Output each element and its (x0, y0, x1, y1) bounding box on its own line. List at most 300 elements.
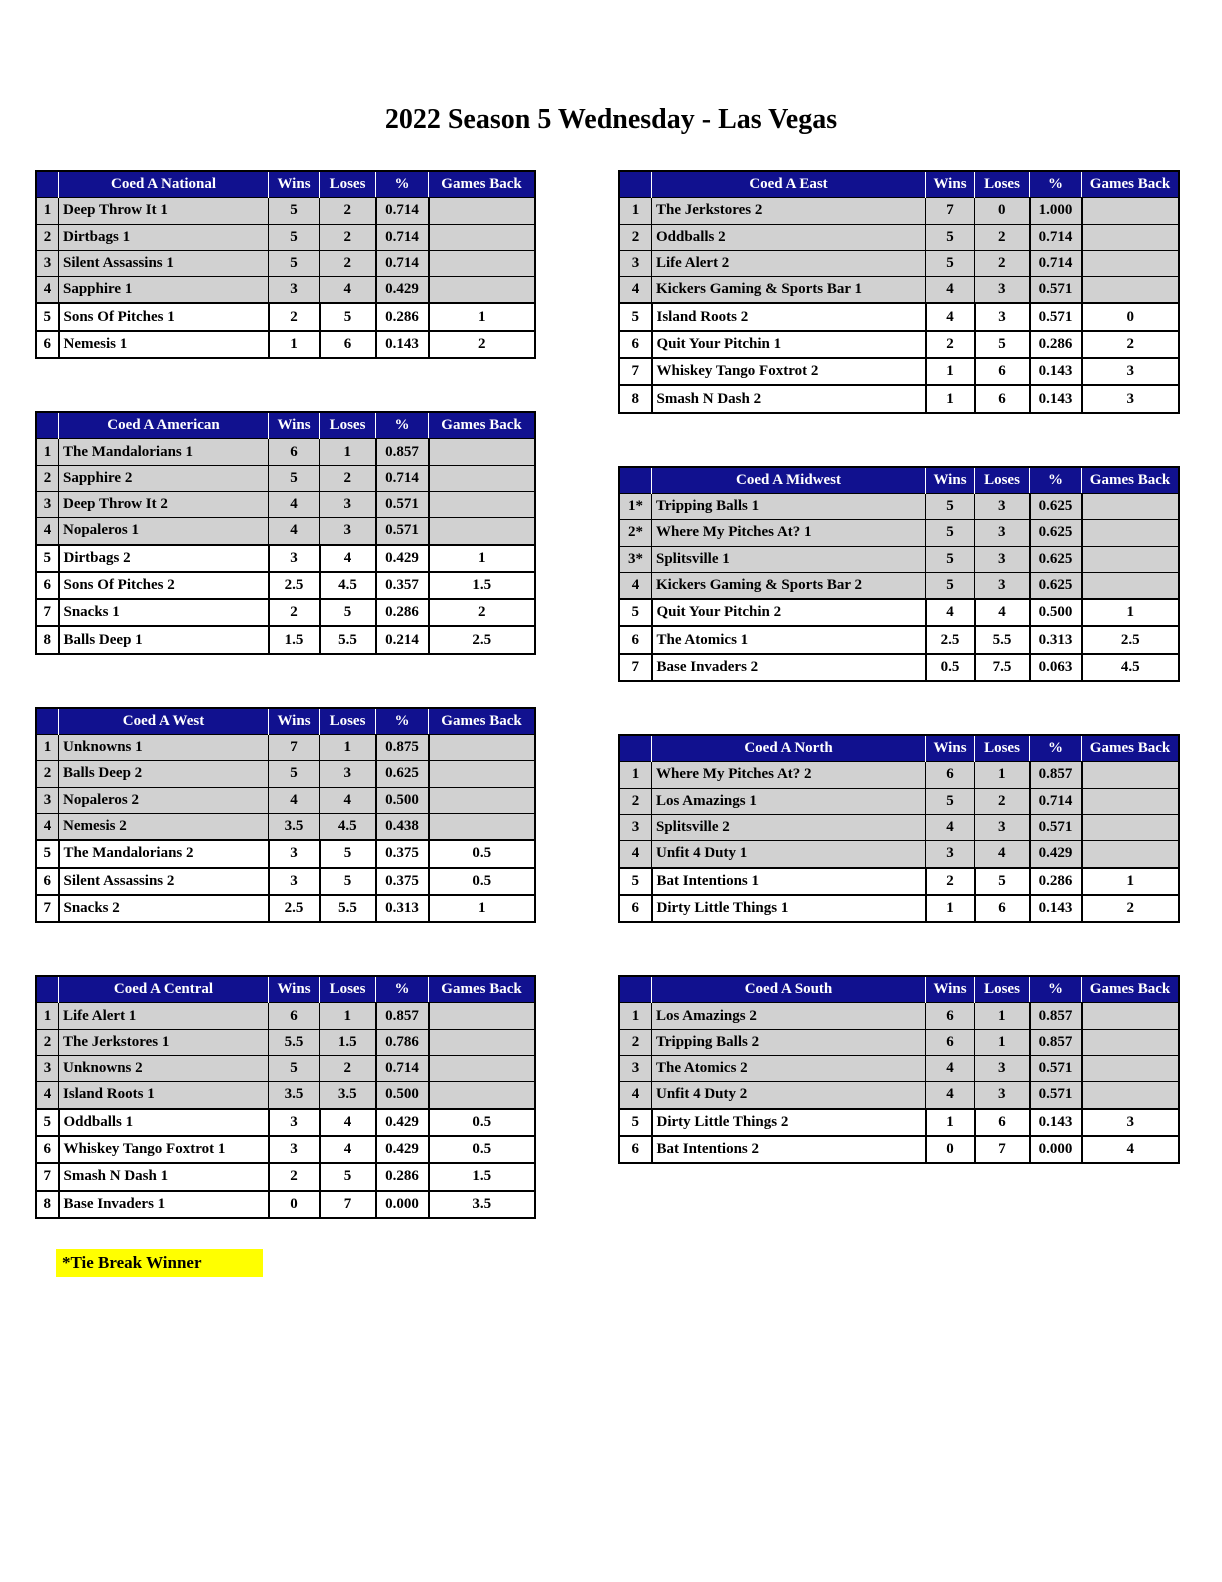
wins-cell: 5 (926, 224, 975, 250)
loses-cell: 2 (320, 250, 376, 276)
team-name-cell: Kickers Gaming & Sports Bar 2 (652, 572, 926, 599)
division-title: Coed A Midwest (652, 467, 926, 494)
wins-cell: 1 (926, 385, 975, 412)
table-header-row (619, 467, 1179, 494)
rank-cell: 4 (619, 841, 652, 868)
rank-cell: 3* (619, 546, 652, 572)
loses-cell: 5.5 (320, 895, 376, 922)
team-name-cell: Quit Your Pitchin 2 (652, 599, 926, 626)
games-back-cell (1082, 198, 1180, 224)
team-row (36, 303, 535, 330)
team-row (619, 546, 1179, 572)
team-name-cell: Nemesis 1 (59, 331, 269, 358)
pct-header: % (1030, 976, 1082, 1003)
pct-cell: 0.286 (376, 303, 429, 330)
team-row (36, 599, 535, 626)
loses-cell: 3.5 (320, 1082, 376, 1109)
table-header-row (36, 708, 535, 735)
team-name-cell: Smash N Dash 2 (652, 385, 926, 412)
loses-cell: 4 (320, 1109, 376, 1136)
rank-cell: 5 (36, 545, 59, 572)
team-name-cell: Snacks 2 (59, 895, 269, 922)
games-back-cell: 0.5 (429, 1109, 536, 1136)
wins-cell: 3 (269, 545, 320, 572)
loses-cell: 6 (975, 1109, 1030, 1136)
loses-cell: 3 (975, 303, 1030, 330)
team-name-cell: Dirty Little Things 1 (652, 895, 926, 922)
team-name-cell: Dirtbags 1 (59, 224, 269, 250)
rank-header-cell (36, 412, 59, 439)
team-name-cell: Nemesis 2 (59, 813, 269, 840)
loses-header: Loses (320, 171, 376, 198)
rank-cell: 1 (36, 735, 59, 761)
loses-cell: 3 (975, 572, 1030, 599)
team-name-cell: Sons Of Pitches 2 (59, 572, 269, 599)
loses-cell: 2 (975, 224, 1030, 250)
rank-cell: 4 (619, 277, 652, 304)
pct-header: % (1030, 735, 1082, 762)
team-row (36, 277, 535, 304)
wins-cell: 5 (926, 788, 975, 814)
team-row (619, 358, 1179, 385)
pct-header: % (376, 976, 429, 1003)
pct-cell: 0.625 (1030, 520, 1082, 546)
rank-cell: 5 (619, 303, 652, 330)
wins-cell: 3 (269, 277, 320, 304)
pct-cell: 0.571 (1030, 303, 1082, 330)
loses-cell: 4.5 (320, 572, 376, 599)
standings-body (619, 1003, 1179, 1163)
wins-cell: 0.5 (926, 654, 975, 681)
team-row (619, 1029, 1179, 1055)
wins-cell: 2.5 (926, 626, 975, 653)
rank-cell: 2 (36, 465, 59, 491)
standings-body (619, 198, 1179, 413)
rank-cell: 6 (36, 572, 59, 599)
team-row (36, 868, 535, 895)
games-back-cell (1082, 841, 1180, 868)
pct-cell: 0.714 (376, 465, 429, 491)
wins-cell: 5 (926, 546, 975, 572)
tie-break-winner-note: *Tie Break Winner (56, 1249, 263, 1277)
team-row (619, 385, 1179, 412)
wins-cell: 4 (926, 303, 975, 330)
rank-cell: 6 (36, 331, 59, 358)
games-back-cell: 0.5 (429, 868, 536, 895)
games-back-cell (429, 761, 536, 787)
pct-cell: 0.571 (376, 518, 429, 545)
standings-body (36, 735, 535, 923)
rank-cell: 1 (36, 439, 59, 465)
games-back-cell: 2.5 (1082, 626, 1180, 653)
division-title: Coed A North (652, 735, 926, 762)
loses-header: Loses (320, 976, 376, 1003)
games-back-cell: 2.5 (429, 626, 536, 653)
loses-cell: 5 (975, 868, 1030, 895)
team-name-cell: Sapphire 1 (59, 277, 269, 304)
loses-cell: 2 (320, 198, 376, 224)
loses-cell: 5 (320, 1163, 376, 1190)
rank-cell: 2* (619, 520, 652, 546)
games-back-header: Games Back (1082, 976, 1180, 1003)
wins-cell: 1 (926, 895, 975, 922)
wins-cell: 6 (269, 439, 320, 465)
team-name-cell: Splitsville 1 (652, 546, 926, 572)
rank-cell: 5 (619, 1109, 652, 1136)
wins-cell: 2 (269, 303, 320, 330)
loses-cell: 4 (320, 787, 376, 813)
rank-cell: 1* (619, 493, 652, 519)
loses-cell: 4 (320, 545, 376, 572)
rank-cell: 8 (619, 385, 652, 412)
games-back-cell (1082, 546, 1180, 572)
team-name-cell: Island Roots 2 (652, 303, 926, 330)
division-title: Coed A West (59, 708, 269, 735)
games-back-header: Games Back (429, 171, 536, 198)
team-name-cell: Tripping Balls 2 (652, 1029, 926, 1055)
loses-cell: 2 (975, 788, 1030, 814)
loses-header: Loses (975, 735, 1030, 762)
team-row (619, 762, 1179, 788)
rank-cell: 5 (619, 599, 652, 626)
rank-cell: 7 (36, 599, 59, 626)
pct-cell: 0.429 (1030, 841, 1082, 868)
team-row (36, 224, 535, 250)
rank-cell: 3 (36, 491, 59, 517)
pct-cell: 0.143 (1030, 1109, 1082, 1136)
team-name-cell: Nopaleros 1 (59, 518, 269, 545)
games-back-cell: 4 (1082, 1136, 1180, 1163)
team-name-cell: Whiskey Tango Foxtrot 1 (59, 1136, 269, 1163)
rank-cell: 5 (619, 868, 652, 895)
wins-header: Wins (269, 708, 320, 735)
pct-cell: 1.000 (1030, 198, 1082, 224)
team-row (36, 1136, 535, 1163)
loses-cell: 4.5 (320, 813, 376, 840)
team-row (619, 572, 1179, 599)
loses-cell: 3 (975, 520, 1030, 546)
team-name-cell: Where My Pitches At? 1 (652, 520, 926, 546)
wins-cell: 4 (926, 1082, 975, 1109)
team-row (36, 787, 535, 813)
wins-cell: 3 (269, 1136, 320, 1163)
team-row (36, 1082, 535, 1109)
wins-cell: 4 (926, 599, 975, 626)
pct-cell: 0.714 (1030, 788, 1082, 814)
games-back-cell (429, 1082, 536, 1109)
team-row (36, 250, 535, 276)
pct-header: % (376, 412, 429, 439)
team-name-cell: Bat Intentions 1 (652, 868, 926, 895)
team-row (619, 520, 1179, 546)
games-back-cell (429, 787, 536, 813)
team-name-cell: Snacks 1 (59, 599, 269, 626)
loses-cell: 3 (975, 493, 1030, 519)
wins-cell: 3 (269, 1109, 320, 1136)
loses-cell: 6 (975, 358, 1030, 385)
pct-cell: 0.625 (1030, 546, 1082, 572)
team-row (619, 814, 1179, 840)
rank-cell: 5 (36, 303, 59, 330)
left-column (35, 170, 527, 1277)
pct-cell: 0.875 (376, 735, 429, 761)
loses-cell: 1 (975, 1029, 1030, 1055)
team-name-cell: Silent Assassins 1 (59, 250, 269, 276)
games-back-cell: 3.5 (429, 1191, 536, 1218)
pct-cell: 0.000 (376, 1191, 429, 1218)
wins-cell: 1 (269, 331, 320, 358)
pct-cell: 0.857 (376, 439, 429, 465)
rank-cell: 2 (36, 1029, 59, 1055)
loses-cell: 4 (320, 1136, 376, 1163)
team-name-cell: The Atomics 1 (652, 626, 926, 653)
rank-cell: 3 (619, 814, 652, 840)
loses-header: Loses (975, 976, 1030, 1003)
games-back-cell: 1.5 (429, 1163, 536, 1190)
rank-cell: 2 (36, 224, 59, 250)
rank-cell: 2 (36, 761, 59, 787)
loses-cell: 2 (320, 465, 376, 491)
rank-cell: 3 (619, 250, 652, 276)
loses-cell: 5 (975, 331, 1030, 358)
rank-cell: 1 (619, 198, 652, 224)
pct-cell: 0.714 (376, 224, 429, 250)
loses-cell: 5.5 (975, 626, 1030, 653)
team-row (36, 735, 535, 761)
wins-header: Wins (926, 467, 975, 494)
rank-cell: 7 (619, 654, 652, 681)
team-name-cell: Unfit 4 Duty 1 (652, 841, 926, 868)
rank-cell: 7 (619, 358, 652, 385)
rank-cell: 4 (619, 1082, 652, 1109)
loses-cell: 4 (975, 599, 1030, 626)
games-back-cell: 1 (1082, 868, 1180, 895)
wins-header: Wins (269, 976, 320, 1003)
games-back-cell (1082, 1056, 1180, 1082)
team-row (36, 840, 535, 867)
loses-cell: 7 (320, 1191, 376, 1218)
wins-cell: 4 (926, 814, 975, 840)
team-row (36, 1003, 535, 1029)
wins-cell: 5 (269, 465, 320, 491)
team-row (619, 303, 1179, 330)
team-row (36, 331, 535, 358)
loses-header: Loses (320, 708, 376, 735)
loses-cell: 3 (975, 546, 1030, 572)
wins-cell: 7 (269, 735, 320, 761)
loses-cell: 1.5 (320, 1029, 376, 1055)
pct-cell: 0.286 (376, 599, 429, 626)
team-row (619, 868, 1179, 895)
loses-cell: 0 (975, 198, 1030, 224)
standings-table-coed-a-east (618, 170, 1180, 414)
standings-body (619, 762, 1179, 922)
games-back-cell: 4.5 (1082, 654, 1180, 681)
team-name-cell: Deep Throw It 2 (59, 491, 269, 517)
wins-cell: 1 (926, 358, 975, 385)
games-back-cell (1082, 250, 1180, 276)
rank-cell: 2 (619, 1029, 652, 1055)
pct-cell: 0.500 (376, 1082, 429, 1109)
wins-cell: 5 (269, 761, 320, 787)
team-row (36, 491, 535, 517)
wins-cell: 5.5 (269, 1029, 320, 1055)
games-back-cell (1082, 788, 1180, 814)
pct-cell: 0.714 (1030, 224, 1082, 250)
team-row (36, 518, 535, 545)
loses-cell: 3 (975, 1082, 1030, 1109)
loses-cell: 3 (975, 277, 1030, 304)
games-back-cell (1082, 762, 1180, 788)
loses-cell: 2 (320, 224, 376, 250)
pct-cell: 0.357 (376, 572, 429, 599)
rank-cell: 6 (619, 331, 652, 358)
team-name-cell: Dirtbags 2 (59, 545, 269, 572)
team-name-cell: The Jerkstores 1 (59, 1029, 269, 1055)
team-row (619, 895, 1179, 922)
pct-cell: 0.375 (376, 840, 429, 867)
rank-cell: 6 (36, 1136, 59, 1163)
games-back-cell (429, 1056, 536, 1082)
loses-cell: 5 (320, 868, 376, 895)
team-row (36, 761, 535, 787)
loses-cell: 3 (320, 491, 376, 517)
pct-cell: 0.000 (1030, 1136, 1082, 1163)
team-row (619, 1056, 1179, 1082)
pct-cell: 0.500 (1030, 599, 1082, 626)
wins-cell: 4 (926, 277, 975, 304)
pct-cell: 0.286 (1030, 868, 1082, 895)
team-name-cell: Dirty Little Things 2 (652, 1109, 926, 1136)
team-name-cell: Tripping Balls 1 (652, 493, 926, 519)
wins-cell: 5 (926, 250, 975, 276)
games-back-cell (429, 250, 536, 276)
rank-cell: 3 (36, 1056, 59, 1082)
rank-cell: 4 (36, 813, 59, 840)
games-back-cell (429, 1003, 536, 1029)
wins-header: Wins (269, 412, 320, 439)
rank-header-cell (619, 467, 652, 494)
team-row (619, 626, 1179, 653)
loses-cell: 5 (320, 840, 376, 867)
pct-header: % (376, 171, 429, 198)
wins-cell: 4 (269, 491, 320, 517)
pct-cell: 0.143 (1030, 895, 1082, 922)
wins-cell: 2 (926, 868, 975, 895)
pct-header: % (1030, 171, 1082, 198)
rank-header-cell (36, 708, 59, 735)
loses-header: Loses (975, 467, 1030, 494)
pct-cell: 0.500 (376, 787, 429, 813)
games-back-cell: 1 (1082, 599, 1180, 626)
wins-cell: 2 (269, 599, 320, 626)
team-row (619, 250, 1179, 276)
wins-cell: 5 (269, 224, 320, 250)
pct-cell: 0.714 (376, 198, 429, 224)
team-row (619, 1003, 1179, 1029)
loses-header: Loses (320, 412, 376, 439)
games-back-cell: 0.5 (429, 840, 536, 867)
wins-cell: 5 (926, 520, 975, 546)
team-row (619, 198, 1179, 224)
wins-cell: 5 (269, 250, 320, 276)
rank-header-cell (619, 171, 652, 198)
pct-cell: 0.286 (376, 1163, 429, 1190)
team-name-cell: Silent Assassins 2 (59, 868, 269, 895)
pct-cell: 0.571 (376, 491, 429, 517)
pct-cell: 0.429 (376, 277, 429, 304)
loses-cell: 3 (320, 761, 376, 787)
wins-cell: 5 (269, 1056, 320, 1082)
games-back-cell (1082, 1029, 1180, 1055)
wins-cell: 6 (926, 1029, 975, 1055)
games-back-header: Games Back (429, 412, 536, 439)
right-tables-container (618, 170, 1171, 1164)
loses-cell: 6 (320, 331, 376, 358)
rank-cell: 3 (36, 787, 59, 813)
team-name-cell: Island Roots 1 (59, 1082, 269, 1109)
pct-cell: 0.714 (376, 250, 429, 276)
team-row (36, 1109, 535, 1136)
pct-cell: 0.143 (1030, 358, 1082, 385)
games-back-header: Games Back (429, 976, 536, 1003)
games-back-cell (429, 813, 536, 840)
loses-cell: 2 (320, 1056, 376, 1082)
rank-cell: 3 (36, 250, 59, 276)
pct-cell: 0.571 (1030, 1082, 1082, 1109)
rank-header-cell (619, 976, 652, 1003)
pct-cell: 0.313 (376, 895, 429, 922)
team-name-cell: Deep Throw It 1 (59, 198, 269, 224)
loses-cell: 1 (975, 1003, 1030, 1029)
pct-cell: 0.063 (1030, 654, 1082, 681)
team-row (619, 493, 1179, 519)
pct-cell: 0.571 (1030, 277, 1082, 304)
team-row (619, 599, 1179, 626)
division-title: Coed A National (59, 171, 269, 198)
rank-cell: 1 (36, 198, 59, 224)
wins-cell: 6 (926, 762, 975, 788)
rank-header-cell (619, 735, 652, 762)
wins-cell: 2.5 (269, 895, 320, 922)
loses-cell: 6 (975, 895, 1030, 922)
games-back-header: Games Back (1082, 735, 1180, 762)
games-back-cell (1082, 1082, 1180, 1109)
rank-cell: 4 (36, 518, 59, 545)
team-name-cell: The Mandalorians 2 (59, 840, 269, 867)
team-name-cell: Kickers Gaming & Sports Bar 1 (652, 277, 926, 304)
wins-cell: 3 (269, 840, 320, 867)
team-name-cell: Oddballs 2 (652, 224, 926, 250)
rank-cell: 4 (36, 1082, 59, 1109)
loses-cell: 3 (975, 814, 1030, 840)
games-back-cell (1082, 493, 1180, 519)
pct-cell: 0.857 (1030, 1003, 1082, 1029)
wins-header: Wins (926, 976, 975, 1003)
games-back-cell: 3 (1082, 1109, 1180, 1136)
loses-cell: 7 (975, 1136, 1030, 1163)
team-name-cell: Splitsville 2 (652, 814, 926, 840)
team-name-cell: Los Amazings 1 (652, 788, 926, 814)
team-name-cell: Quit Your Pitchin 1 (652, 331, 926, 358)
pct-cell: 0.429 (376, 545, 429, 572)
loses-cell: 1 (975, 762, 1030, 788)
team-row (619, 1082, 1179, 1109)
games-back-cell (429, 277, 536, 304)
wins-cell: 2 (926, 331, 975, 358)
games-back-cell: 2 (1082, 895, 1180, 922)
loses-cell: 3 (320, 518, 376, 545)
